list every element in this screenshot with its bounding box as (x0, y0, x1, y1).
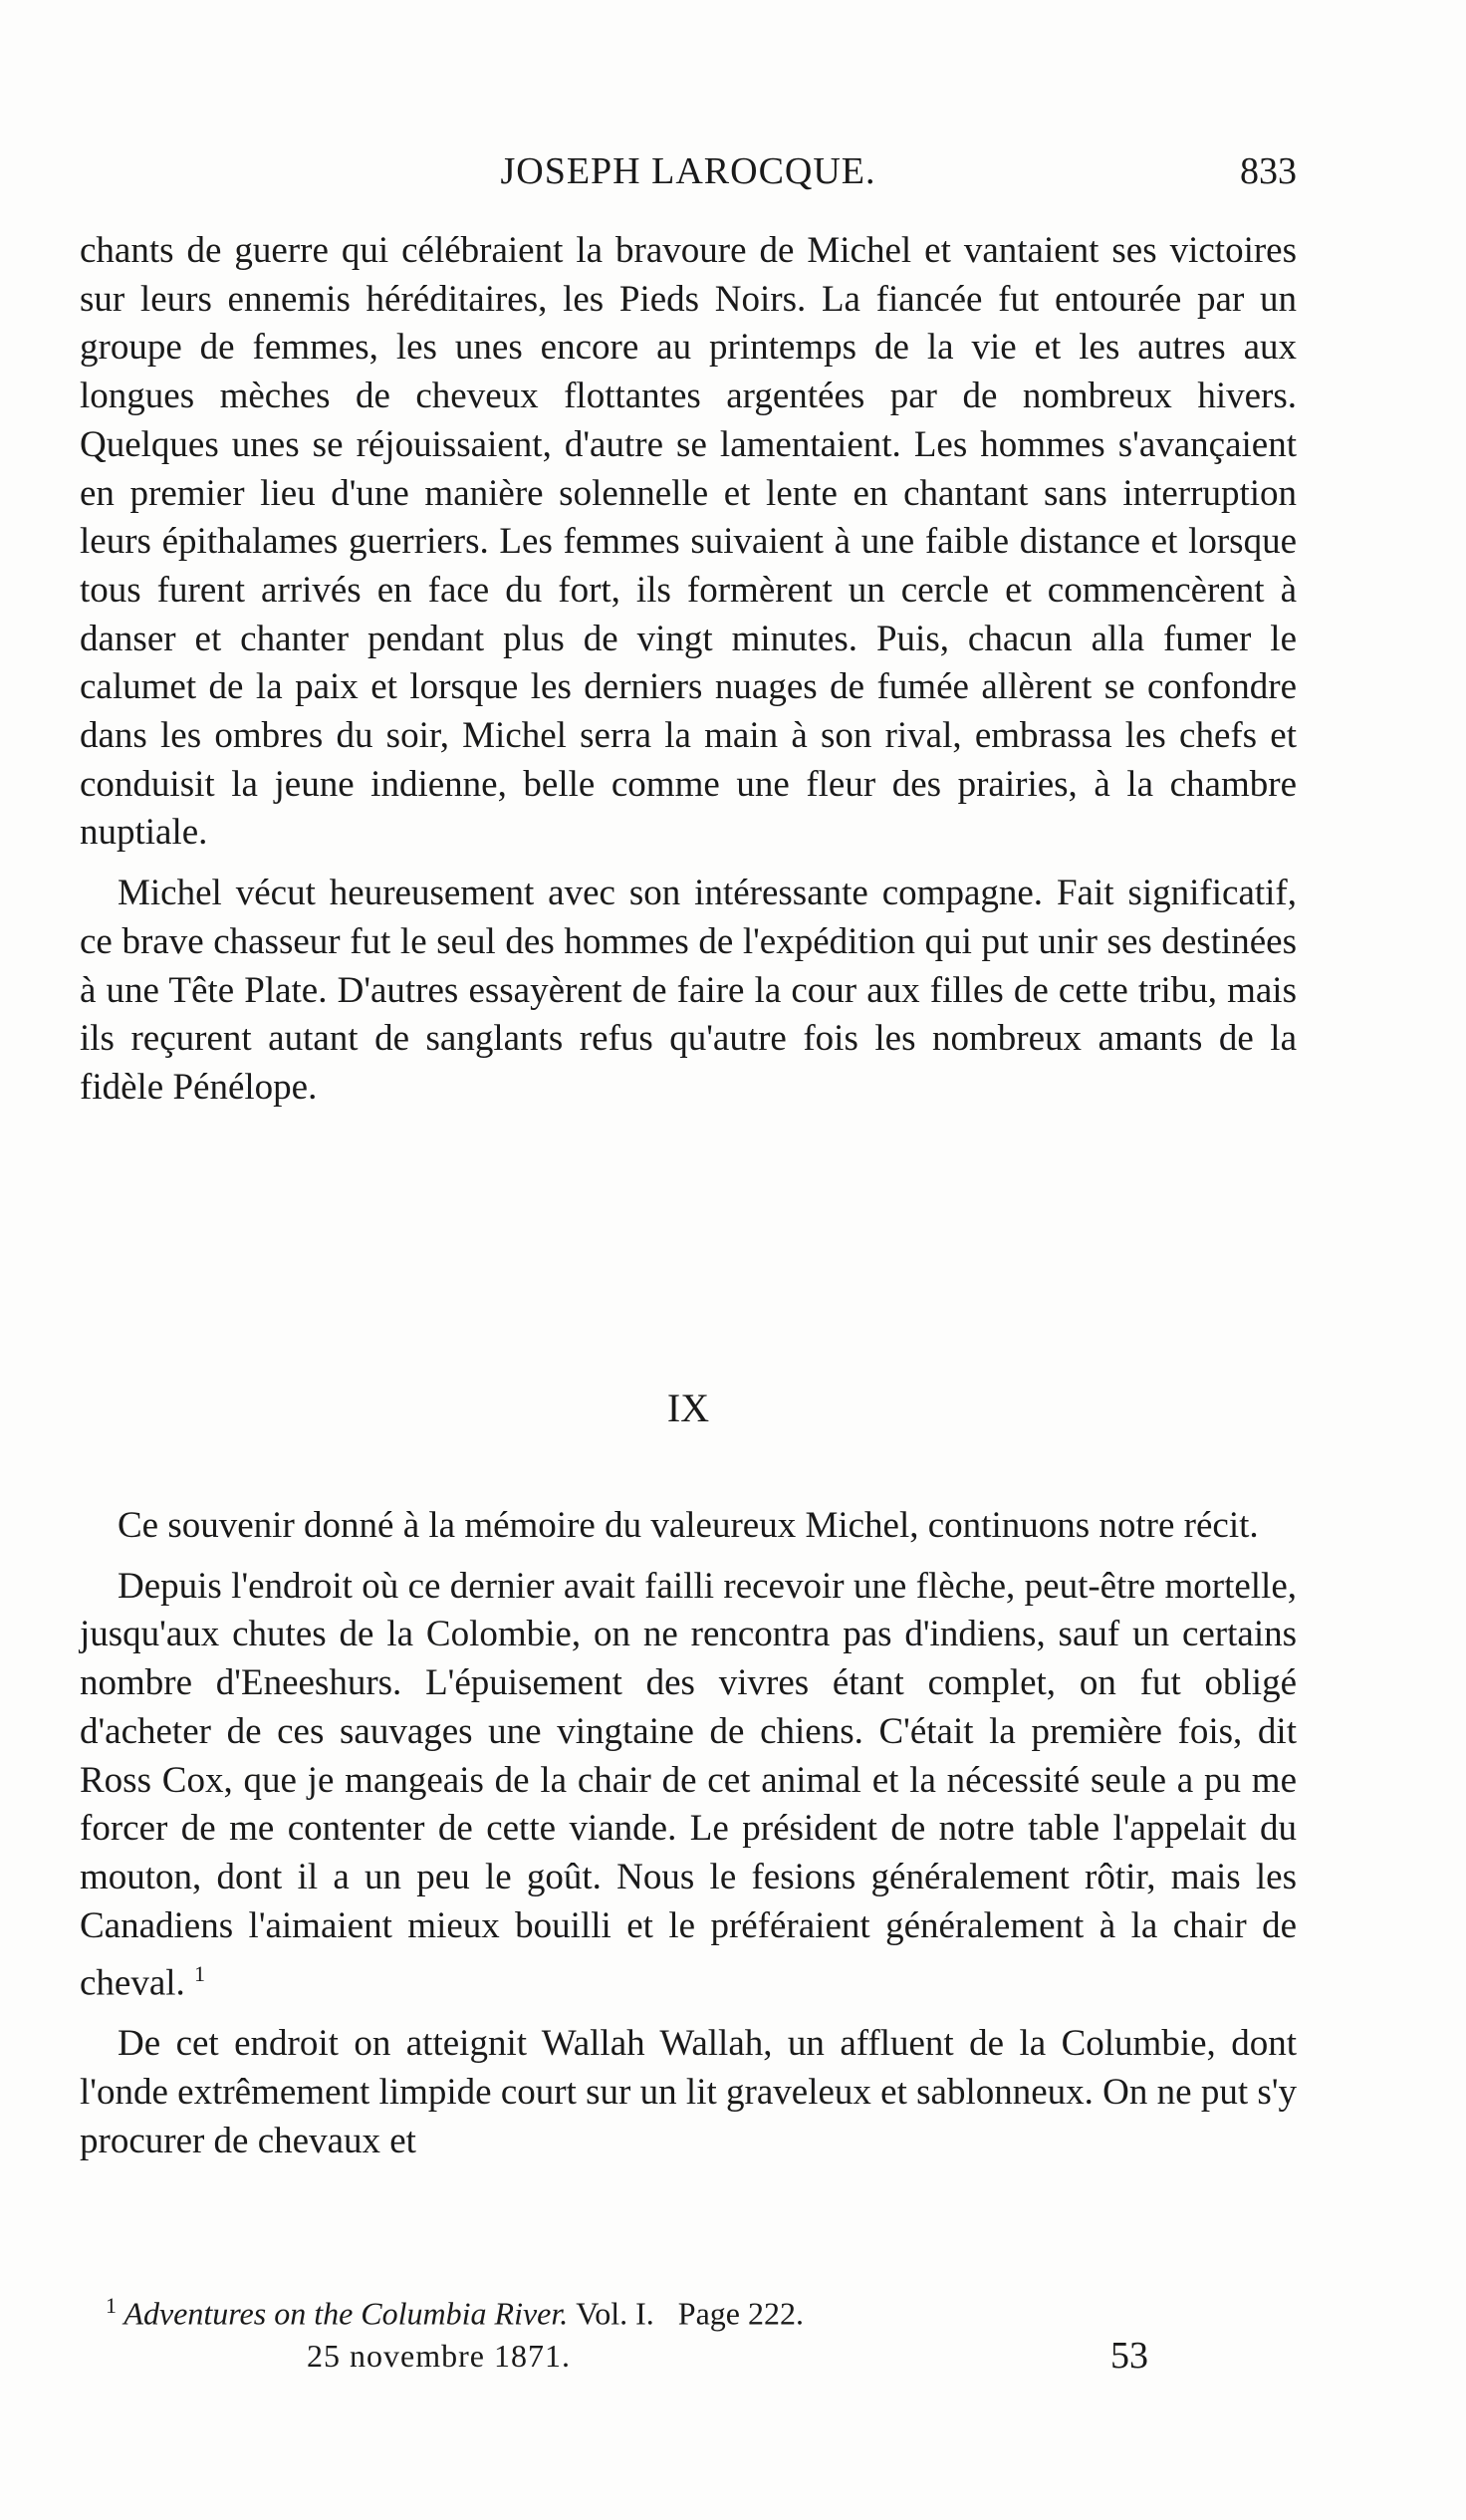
page-header (80, 149, 1297, 199)
running-title: JOSEPH LAROCQUE. (500, 150, 876, 192)
footnote-volume: Vol. I. (576, 2295, 654, 2332)
paragraph: Michel vécut heureusement avec son intéressante compagne. Fait significatif, ce brave chasseur fut le seul des hommes de l'expédition qui put unir ses destinées à une Tête Plate. D'autres essayèrent de faire la cour aux filles de cette tribu, mais ils reçurent autant de sanglants refus qu'autre fois les nombreux amants de la fidèle Pénélope. (80, 873, 1297, 1108)
issue-date: 25 novembre 1871. (307, 2338, 571, 2374)
paragraph-text: Depuis l'endroit où ce dernier avait failli recevoir une flèche, peut-être mortelle, jusqu'aux chutes de la Colombie, on ne rencontra pas d'indiens, sauf un certains nombre d'Eneeshurs. L'épuisement des vivres étant complet, on fut obligé d'acheter de ces sauvages une vingtaine de chiens. C'était la première fois, dit Ross Cox, que je mangeais de la chair de cet animal et la nécessité seule a pu me forcer de me contenter de cette viande. Le président de notre table l'appelait du mouton, dont il a un peu le goût. Nous le fesions généralement rôtir, mais les Canadiens l'aimaient mieux bouilli et le préféraient généralement à la chair de cheval. (80, 1565, 1297, 2004)
footnote-reference: 1 (194, 1961, 206, 1987)
page-number: 833 (1240, 150, 1297, 192)
paragraph (80, 1563, 1297, 2009)
paragraph: Ce souvenir donné à la mémoire du valeureux Michel, continuons notre récit. (118, 1505, 1259, 1546)
footnote-title: Adventures on the Columbia River. (123, 2295, 569, 2332)
body-text-top (80, 227, 1297, 1125)
footnote (106, 2293, 804, 2333)
paragraph: De cet endroit on atteignit Wallah Wallah, un affluent de la Columbie, dont l'onde extrêmement limpide court sur un lit graveleux et sablonneux. On ne put s'y procurer de chevaux et (80, 2023, 1297, 2161)
paragraph: chants de guerre qui célébraient la bravoure de Michel et vantaient ses victoires sur leurs ennemis héréditaires, les Pieds Noirs. La fiancée fut entourée par un groupe de femmes, les unes encore au printemps de la vie et les autres aux longues mèches de cheveux flottantes argentées par de nombreux hivers. Quelques unes se réjouissaient, d'autre se lamentaient. Les hommes s'avançaient en premier lieu d'une manière solennelle et lente en chantant sans interruption leurs épithalames guerriers. Les femmes suivaient à une faible distance et lorsque tous furent arrivés en face du fort, ils formèrent un cercle et commencèrent à danser et chanter pendant plus de vingt minutes. Puis, chacun alla fumer le calumet de la paix et lorsque les derniers nuages de fumée allèrent se confondre dans les ombres du soir, Michel serra la main à son rival, embrassa les chefs et conduisit la jeune indienne, belle comme une fleur des prairies, à la chambre nuptiale. (80, 230, 1297, 854)
section-heading: IX (666, 1386, 710, 1430)
footnote-page: Page 222. (677, 2295, 804, 2332)
footnote-marker: 1 (106, 2293, 117, 2318)
signature-mark: 53 (1110, 2335, 1148, 2377)
body-text-bottom (80, 1502, 1297, 2177)
